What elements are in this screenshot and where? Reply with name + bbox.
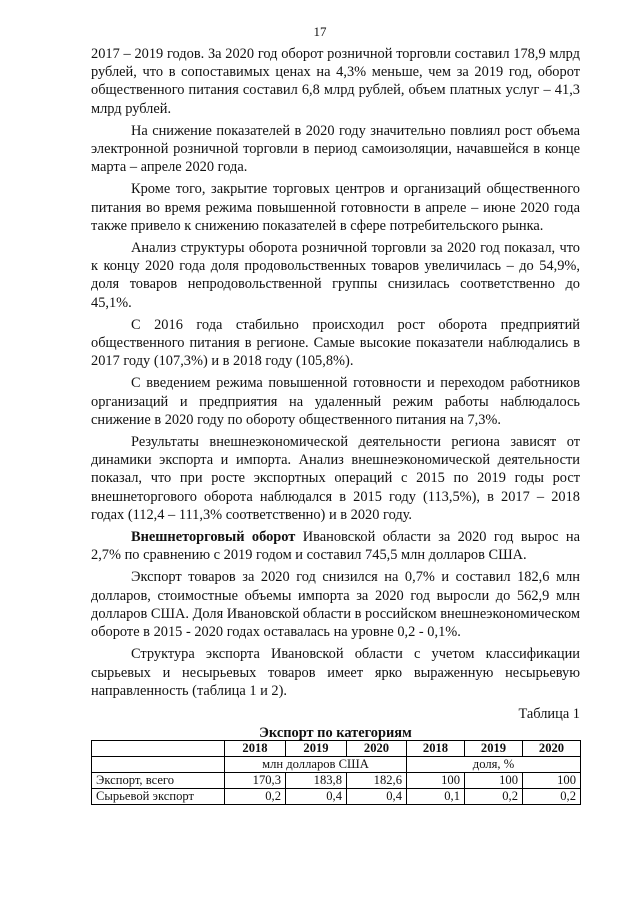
table-caption: Таблица 1 [518, 705, 580, 722]
paragraph-8-bold-lead: Внешнеторговый оборот [131, 529, 296, 546]
table-header-year: 2018 [407, 741, 465, 757]
table-cell: 182,6 [347, 773, 407, 789]
table-header-empty [92, 741, 225, 757]
paragraph-4: Анализ структуры оборота розничной торговли за 2020 год показал, что к концу 2020 года доля продовольственных товаров увеличилась – до 54,9%, доля товаров непродовольственной группы снизилась соответственно до 45,1%. [91, 240, 580, 311]
table-cell: 0,2 [465, 789, 523, 805]
paragraph-5: С 2016 года стабильно происходил рост оборота предприятий общественного питания в регионе. Самые высокие показатели наблюдались в 2017 году (107,3%) и в 2018 году (105,8%). [91, 316, 580, 370]
table-header-year: 2020 [347, 741, 407, 757]
table-cell: 100 [523, 773, 581, 789]
table-unit-row [92, 757, 581, 773]
table-title: Экспорт по категориям [259, 725, 412, 742]
paragraph-10: Структура экспорта Ивановской области с учетом классификации сырьевых и несырьевых товаров имеет ярко выраженную несырьевую направленность (таблица 1 и 2). [91, 646, 580, 699]
paragraph-2: На снижение показателей в 2020 году значительно повлиял рост объема электронной розничной торговли в период самоизоляции, начавшейся в конце марта – апреле 2020 года. [91, 122, 580, 176]
paragraph-6: С введением режима повышенной готовности и переходом работников организаций и предприятия на удаленный режим работы наблюдалось снижение в 2020 году по обороту общественного питания на 7,3%. [91, 375, 580, 428]
table-cell: 100 [407, 773, 465, 789]
table-unit-share: доля, % [407, 757, 581, 773]
table-header-year: 2018 [225, 741, 286, 757]
paragraph-3: Кроме того, закрытие торговых центров и организаций общественного питания во время режима повышенной готовности в апреле – июне 2020 года также привело к снижению показателей в сфере потребительского рынка. [91, 181, 580, 234]
table-unit-empty [92, 757, 225, 773]
document-body [91, 45, 580, 805]
table-row [92, 789, 581, 805]
page-number: 17 [313, 24, 327, 39]
table-cell: 0,1 [407, 789, 465, 805]
table-header-year: 2019 [465, 741, 523, 757]
paragraph-9: Экспорт товаров за 2020 год снизился на 0,7% и составил 182,6 млн долларов, стоимостные объемы импорта за 2020 год выросли до 562,9 млн долларов США. Доля Ивановской области в российском внешнеэкономическом обороте в 2015 - 2020 годах оставалась на уровне 0,2 - 0,1%. [91, 569, 580, 641]
paragraph-8 [91, 528, 580, 564]
table-cell: 100 [465, 773, 523, 789]
paragraph-1: 2017 – 2019 годов. За 2020 год оборот розничной торговли составил 178,9 млрд рублей, что в сопоставимых ценах на 4,3% меньше, чем за 2019 год, оборот общественного питания составил 6,8 млрд рублей, объем платных услуг – 41,3 млрд рублей. [91, 46, 580, 117]
table-cell: 0,4 [286, 789, 347, 805]
table-header-year: 2019 [286, 741, 347, 757]
table-cell: 0,2 [225, 789, 286, 805]
table-unit-usd: млн долларов США [225, 757, 407, 773]
paragraph-7: Результаты внешнеэкономической деятельности региона зависят от динамики экспорта и импорта. Анализ внешнеэкономической деятельности показал, что при росте экспортных операций с 2015 по 2019 годы рост внешнеторгового оборота наблюдался в 2015 году (113,5%), в 2017 – 2018 годах (112,4 – 111,3% соответственно) и в 2020 году. [91, 434, 580, 523]
table-row-label: Сырьевой экспорт [92, 789, 225, 805]
table-header-year: 2020 [523, 741, 581, 757]
table-cell: 0,2 [523, 789, 581, 805]
table-header-row [92, 741, 581, 757]
table-cell: 170,3 [225, 773, 286, 789]
table-row [92, 773, 581, 789]
paragraph-8-text: Ивановской области за 2020 год вырос на 2,7% по сравнению с 2019 годом и составил 745,5 млн долларов США. [91, 529, 580, 564]
export-table [91, 740, 581, 805]
table-row-label: Экспорт, всего [92, 773, 225, 789]
table-cell: 0,4 [347, 789, 407, 805]
table-cell: 183,8 [286, 773, 347, 789]
